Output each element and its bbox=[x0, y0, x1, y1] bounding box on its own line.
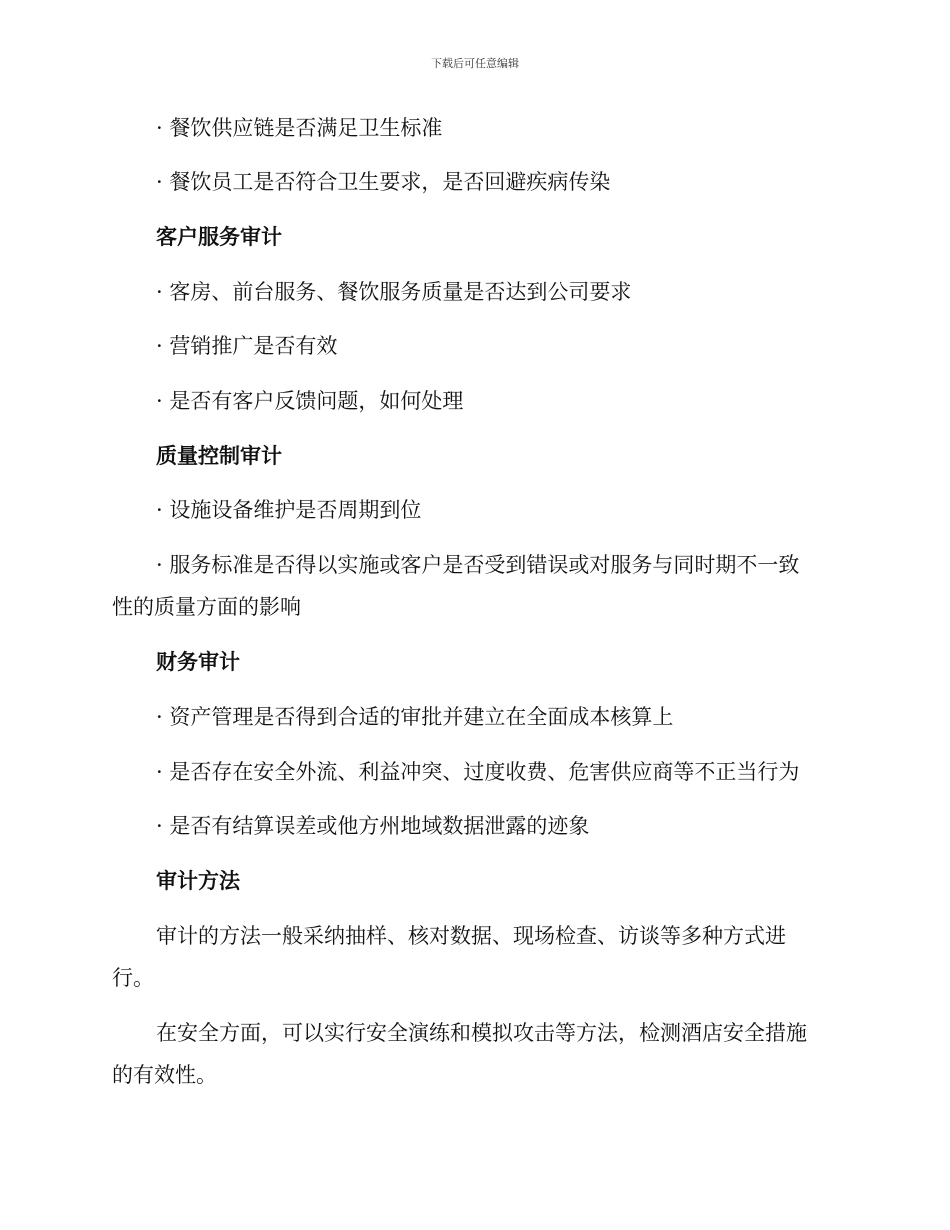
bullet-item: · 设施设备维护是否周期到位 bbox=[156, 498, 422, 522]
bullet-item: · 客房、前台服务、餐饮服务质量是否达到公司要求 bbox=[156, 280, 632, 304]
bullet-item: · 是否有结算误差或他方州地域数据泄露的迹象 bbox=[156, 814, 590, 838]
section-heading: 财务审计 bbox=[156, 650, 240, 674]
bullet-item: · 是否有客户反馈问题，如何处理 bbox=[156, 389, 464, 413]
page-header: 下载后可任意编辑 bbox=[431, 57, 519, 70]
bullet-item: · 餐饮员工是否符合卫生要求，是否回避疾病传染 bbox=[156, 170, 611, 194]
section-heading: 审计方法 bbox=[156, 869, 240, 893]
bullet-item: · 是否存在安全外流、利益冲突、过度收费、危害供应商等不正当行为 bbox=[156, 760, 800, 784]
bullet-item: · 营销推广是否有效 bbox=[156, 334, 338, 358]
section-heading: 客户服务审计 bbox=[156, 225, 282, 249]
paragraph-line: 的有效性。 bbox=[112, 1063, 217, 1087]
bullet-item: · 服务标准是否得以实施或客户是否受到错误或对服务与同时期不一致 bbox=[156, 553, 800, 577]
bullet-item: · 餐饮供应链是否满足卫生标准 bbox=[156, 116, 443, 140]
bullet-item-continuation: 性的质量方面的影响 bbox=[112, 595, 301, 619]
paragraph-line: 在安全方面，可以实行安全演练和模拟攻击等方法，检测酒店安全措施 bbox=[156, 1021, 807, 1045]
paragraph-line: 行。 bbox=[112, 966, 154, 990]
paragraph-line: 审计的方法一般采纳抽样、核对数据、现场检查、访谈等多种方式进 bbox=[156, 924, 786, 948]
bullet-item: · 资产管理是否得到合适的审批并建立在全面成本核算上 bbox=[156, 705, 674, 729]
section-heading: 质量控制审计 bbox=[156, 444, 282, 468]
